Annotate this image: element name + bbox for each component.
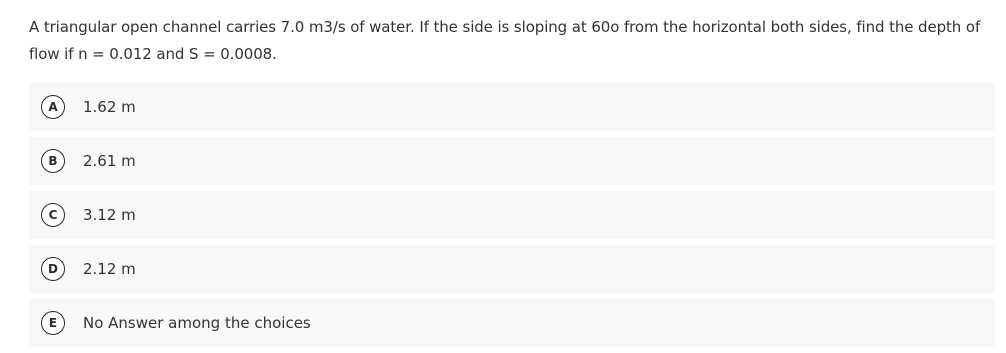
answer-option-c[interactable] [29,191,995,239]
option-label: 2.61 m [83,152,136,170]
option-letter-badge: B [41,149,65,173]
option-letter-badge: A [41,95,65,119]
answer-option-e[interactable] [29,299,995,347]
option-label: No Answer among the choices [83,314,311,332]
option-label: 3.12 m [83,206,136,224]
answer-option-a[interactable] [29,83,995,131]
option-letter-badge: D [41,257,65,281]
answer-option-d[interactable] [29,245,995,293]
option-label: 2.12 m [83,260,136,278]
answer-option-b[interactable] [29,137,995,185]
question-text: A triangular open channel carries 7.0 m3/s of water. If the side is sloping at 60o from the horizontal both sides, find the depth of flow if n = 0.012 and S = 0.0008. [29,18,981,63]
answer-options-list [29,83,995,353]
option-label: 1.62 m [83,98,136,116]
option-letter-badge: C [41,203,65,227]
option-letter-badge: E [41,311,65,335]
